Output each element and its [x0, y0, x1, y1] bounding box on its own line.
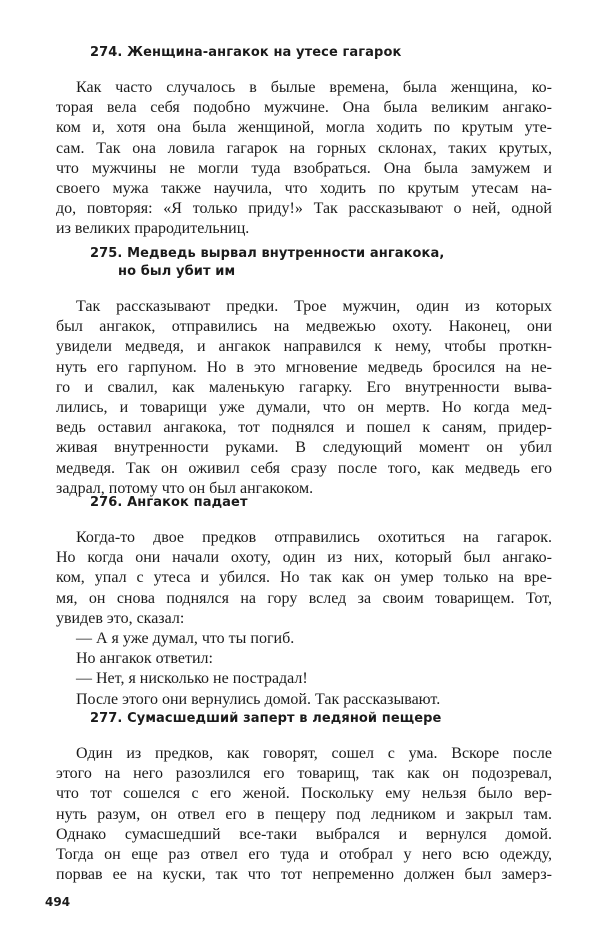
text-line: этого на него разозлился его товарищ, так как он подозревал, — [56, 765, 552, 783]
text-line: Но когда они начали охоту, один из них, который был ангако- — [56, 549, 552, 567]
story-276 — [56, 494, 552, 710]
story-heading — [90, 710, 552, 728]
text-line: Так рассказывают предки. Трое мужчин, один из которых — [76, 298, 552, 315]
story-heading — [90, 494, 552, 512]
heading-line: но был убит им — [118, 264, 236, 279]
text-line: ком и, хотя она была женщиной, могла ходить по крутым уте- — [56, 119, 552, 137]
story-text — [56, 297, 552, 499]
text-line: до, повторяя: «Я только приду!» Так рассказывают о ней, одной — [56, 200, 552, 218]
text-line: медведя. Так он оживил себя сразу после того, как медведь его — [56, 459, 552, 477]
text-line: увидев это, сказал: — [56, 609, 185, 627]
heading-line: 276. Ангакок падает — [90, 495, 248, 510]
text-line: нуть разум, он отвел его в пещеру под ледником и закрыл там. — [56, 805, 552, 823]
text-line: — Нет, я нисколько не пострадал! — [76, 670, 308, 688]
text-line: торая вела себя подобно мужчине. Она была великим ангако- — [56, 99, 552, 117]
text-line: лились, и товарищи уже думали, что он мертв. Но когда мед- — [56, 399, 552, 417]
text-line: нуть его гарпуном. Но в это мгновение медведь бросился на не- — [56, 358, 552, 376]
text-line: задрал, потому что он был ангакоком. — [56, 479, 314, 497]
text-line: сам. Так она ловила гагарок на горных склонах, таких крутых, — [56, 139, 552, 157]
heading-line: 274. Женщина-ангакок на утесе гагарок — [90, 45, 402, 60]
story-heading — [90, 44, 552, 62]
text-line: Как часто случалось в былые времена, была женщина, ко- — [76, 79, 552, 96]
text-line: Однако сумасшедший все-таки выбрался и вернулся домой. — [56, 825, 552, 843]
story-274 — [56, 44, 552, 240]
story-text — [56, 78, 552, 240]
text-line: мя, он снова поднялся на гору вслед за своим товарищем. Тот, — [56, 589, 552, 607]
story-text — [56, 744, 552, 885]
text-line: После этого они вернулись домой. Так рассказывают. — [76, 690, 441, 708]
text-line: что мужчины не могли туда взобраться. Она была замужем и — [56, 159, 552, 177]
story-277 — [56, 710, 552, 885]
text-line: что тот сошелся с его женой. Поскольку ему нельзя было вер- — [56, 785, 552, 803]
text-line: увидели медведя, и ангакок направился к нему, чтобы проткн- — [56, 338, 552, 356]
page-number: 494 — [45, 895, 71, 909]
text-line: живая внутренности руками. В следующий момент он убил — [56, 439, 552, 457]
text-line: был ангакок, отправились на медвежью охоту. Наконец, они — [56, 318, 552, 336]
text-line: — А я уже думал, что ты погиб. — [76, 630, 295, 648]
heading-line: 277. Сумасшедший заперт в ледяной пещере — [90, 711, 442, 726]
text-line: Один из предков, как говорят, сошел с ума. Вскоре после — [76, 745, 552, 762]
text-line: из великих прародительниц. — [56, 220, 250, 238]
story-text — [56, 528, 552, 710]
text-line: Когда-то двое предков отправились охотиться на гагарок. — [76, 529, 552, 546]
heading-line: 275. Медведь вырвал внутренности ангакока, — [90, 246, 445, 261]
text-line: ведь оставил ангакока, тот поднялся и пошел к саням, придер- — [56, 419, 552, 437]
text-line: Тогда он еще раз отвел его туда и отобрал у него всю одежду, — [56, 846, 552, 864]
text-line: Но ангакок ответил: — [76, 650, 213, 668]
story-heading — [90, 245, 552, 281]
text-line: го и свалил, как маленькую гагарку. Его внутренности выва- — [56, 378, 552, 396]
story-275 — [56, 245, 552, 499]
text-line: ком, упал с утеса и убился. Но так как он умер только на вре- — [56, 569, 552, 587]
text-line: порвав ее на куски, так что тот непременно должен был замерз- — [56, 866, 552, 884]
text-line: своего мужа также научила, что ходить по крутым утесам на- — [56, 180, 552, 198]
